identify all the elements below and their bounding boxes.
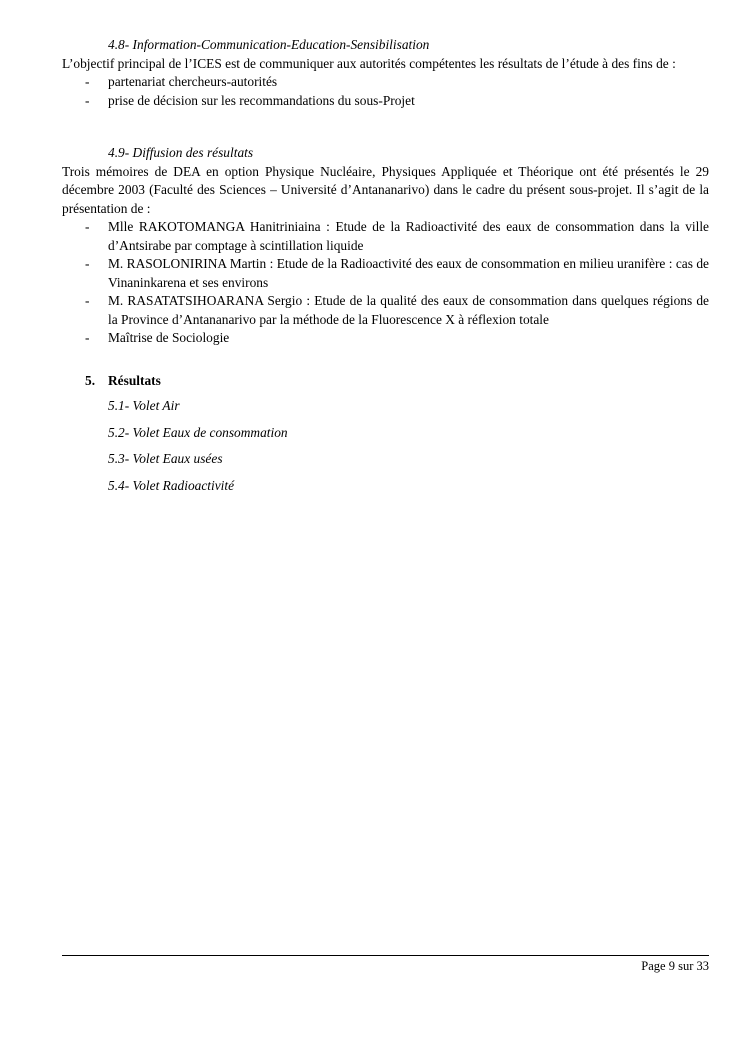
section-4-9-heading: 4.9- Diffusion des résultats — [108, 145, 254, 160]
section-5-heading — [62, 372, 709, 391]
subsection-heading: 5.1- Volet Air — [108, 398, 180, 413]
section-5-subsections — [62, 397, 709, 495]
dash-bullet: - — [85, 219, 90, 234]
subsection-heading: 5.4- Volet Radioactivité — [108, 477, 235, 493]
section-5-title: Résultats — [108, 372, 161, 388]
page-number: Page 9 sur 33 — [641, 959, 709, 973]
section-4-9-list — [62, 218, 709, 348]
dash-bullet: - — [85, 330, 90, 345]
dash-bullet: - — [85, 92, 90, 108]
list-item: - M. RASOLONIRINA Martin : Etude de la Radioactivité des eaux de consommation en milieu uranifère : cas de Vinaninkarena et ses environs — [85, 256, 709, 290]
section-4-8-list — [62, 73, 709, 110]
section-4-8-heading: 4.8- Information-Communication-Education-Sensibilisation — [108, 37, 430, 52]
subsection-heading: 5.2- Volet Eaux de consommation — [108, 424, 288, 440]
dash-bullet: - — [85, 256, 90, 271]
list-item: - partenariat chercheurs-autorités — [62, 73, 709, 92]
footer-divider — [62, 955, 709, 956]
section-4-8-paragraph: L’objectif principal de l’ICES est de communiquer aux autorités compétentes les résultats de l’étude à des fins de : — [62, 55, 676, 71]
section-5-number: 5. — [85, 372, 96, 388]
document-page — [62, 36, 709, 503]
list-item: - M. RASATATSIHOARANA Sergio : Etude de la qualité des eaux de consommation dans quelques régions de la Province d’Antananarivo par la méthode de la Fluorescence X à réflexion totale — [85, 293, 709, 327]
dash-bullet: - — [85, 74, 90, 89]
list-item: - Mlle RAKOTOMANGA Hanitriniaina : Etude de la Radioactivité des eaux de consommation dans la ville d’Antsirabe par comptage à scintillation liquide — [85, 219, 709, 253]
list-item: - Maîtrise de Sociologie — [62, 329, 709, 348]
list-item: - prise de décision sur les recommandations du sous-Projet — [62, 92, 709, 111]
section-4-9-paragraph: Trois mémoires de DEA en option Physique Nucléaire, Physiques Appliquée et Théorique ont été présentés le 29 décembre 2003 (Faculté des Sciences – Université d’Antananarivo) dans le cadre du présent sous-projet. Il s’agit de la présentation de : — [62, 163, 709, 216]
subsection-heading: 5.3- Volet Eaux usées — [108, 451, 223, 466]
dash-bullet: - — [85, 293, 90, 308]
